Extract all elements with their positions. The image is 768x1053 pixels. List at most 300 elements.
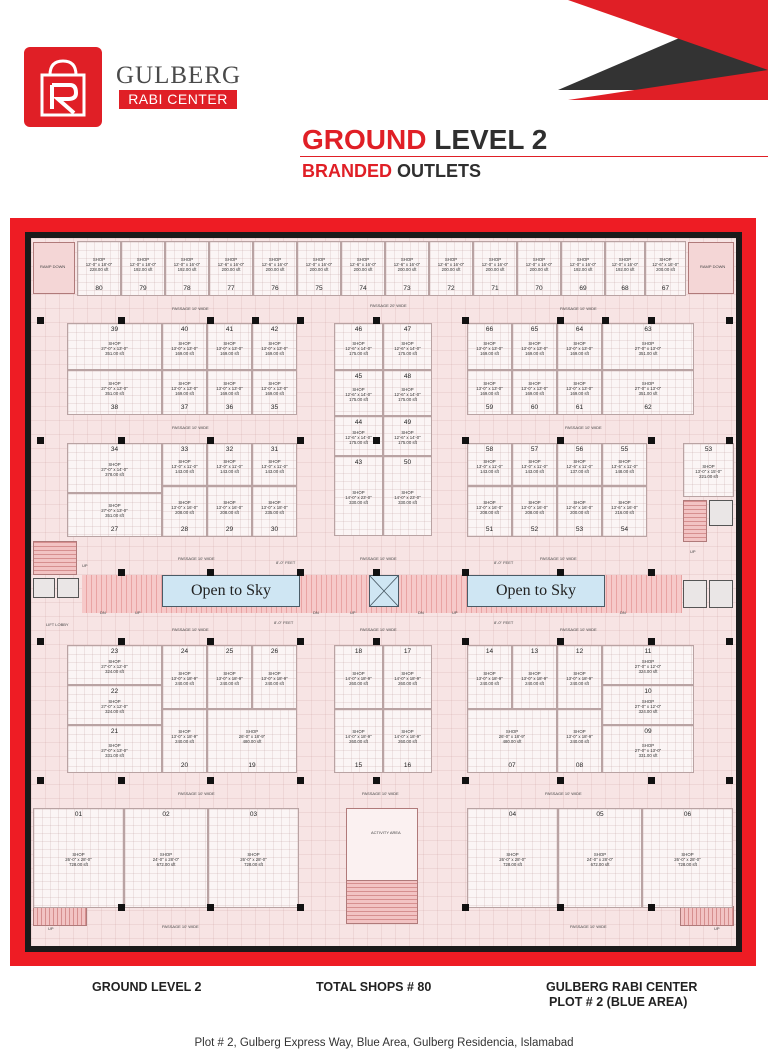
shop-label	[378, 341, 438, 356]
shop-dimensions: 27'-0" x 13'-0"	[101, 748, 128, 753]
shop-number: 34	[110, 446, 119, 453]
structural-column	[726, 638, 733, 645]
shop-area: 324.00 sft	[105, 669, 124, 674]
shop-type: SHOP	[108, 380, 121, 386]
title-rest: LEVEL 2	[426, 124, 548, 155]
shop-number: 67	[661, 285, 670, 292]
shop-type: SHOP	[532, 256, 546, 262]
shop-area: 324.00 sft	[638, 709, 658, 714]
shop-dimensions: 13'-0" x 16'-0"	[476, 504, 503, 510]
shop-number: 28	[180, 526, 189, 533]
shop-number: 68	[621, 285, 629, 292]
shop-number: 55	[620, 446, 629, 453]
passage-label: PASSAGE 10' WIDE	[570, 924, 607, 929]
shop-area: 240.00 sft	[265, 681, 284, 686]
shop-area: 378.00 sft	[105, 472, 124, 477]
shop-area: 169.00 sft	[175, 350, 194, 356]
shop-type: SHOP	[401, 671, 414, 676]
structural-column	[37, 777, 44, 784]
lift-right-1	[683, 580, 707, 608]
shop-type: SHOP	[247, 852, 260, 857]
shop-type: SHOP	[159, 852, 173, 857]
up-label: UP	[48, 926, 54, 931]
shop-dimensions: 12'-0" x 18'-0"	[85, 261, 113, 267]
shop-dimensions: 12'-0" x 16'-0"	[305, 261, 333, 267]
shop-area: 260.00 sft	[349, 681, 368, 686]
shop-number: 12	[575, 648, 584, 655]
shop-type: SHOP	[401, 430, 414, 435]
shop-number: 41	[225, 326, 234, 333]
shop-type: SHOP	[223, 671, 236, 676]
shop-dimensions: 12'-6" x 14'-0"	[394, 392, 421, 397]
shop-dimensions: 12'-0" x 16'-0"	[611, 261, 639, 267]
shop-dimensions: 12'-6" x 16'-0"	[261, 261, 289, 267]
shop-area: 200.00 sft	[529, 266, 549, 272]
passage-label: 8'-0" FEET	[274, 620, 294, 625]
shop-label	[85, 503, 145, 518]
shop-number: 76	[271, 285, 279, 292]
shop-label	[550, 381, 610, 396]
shop-type: SHOP	[573, 499, 586, 505]
shop-type: SHOP	[108, 503, 121, 508]
passage-label: PASSAGE 10' WIDE	[565, 425, 602, 430]
shop-area: 200.00 sft	[221, 266, 241, 272]
shop-type: SHOP	[659, 256, 672, 262]
shop-number: 15	[354, 762, 363, 769]
page-title	[302, 124, 547, 156]
structural-column	[557, 569, 564, 576]
shop-type: SHOP	[444, 256, 458, 262]
shop-area: 672.00 sft	[156, 862, 176, 867]
shop-area: 200.00 sft	[656, 266, 675, 272]
passage-label: PASSAGE 10' WIDE	[172, 306, 209, 311]
structural-column	[648, 317, 655, 324]
structural-column	[648, 638, 655, 645]
shop-type: SHOP	[505, 729, 519, 734]
shop-label	[550, 729, 610, 744]
shop-type: SHOP	[618, 256, 632, 262]
shop-dimensions: 12'-6" x 16'-0"	[437, 261, 465, 267]
shop-label	[618, 341, 678, 356]
shop-label	[482, 729, 542, 744]
structural-column	[37, 437, 44, 444]
structural-column	[297, 317, 304, 324]
shop-dimensions: 13'-0" x 13'-0"	[521, 385, 548, 391]
shop-type: SHOP	[401, 729, 414, 734]
shop-area: 351.00 sft	[638, 350, 658, 356]
shop-number: 10	[644, 688, 652, 695]
shop-number: 25	[225, 648, 234, 655]
shop-label	[378, 729, 438, 744]
shop-dimensions: 13'-6" x 16'-0"	[611, 504, 638, 510]
shop-number: 58	[485, 446, 494, 453]
shopping-bag-icon	[24, 47, 102, 127]
shop-number: 14	[485, 648, 494, 655]
shop-dimensions: 13'-0" x 13'-0"	[261, 345, 288, 351]
shop-number: 06	[683, 811, 692, 818]
shop-dimensions: 14'-0" x 18'-9"	[394, 734, 421, 739]
structural-column	[297, 437, 304, 444]
passage-label: 8'-0" FEET	[494, 560, 514, 565]
structural-column	[207, 437, 214, 444]
page-subtitle	[302, 161, 481, 182]
shop-dimensions: 12'-6" x 16'-0"	[393, 261, 421, 267]
structural-column	[118, 317, 125, 324]
footer-plot: PLOT # 2 (BLUE AREA)	[549, 995, 688, 1009]
up-label: UP	[452, 610, 458, 615]
shop-area: 208.00 sft	[525, 509, 544, 515]
shop-dimensions: 12'-6" x 14'-0"	[345, 345, 372, 351]
structural-column	[726, 437, 733, 444]
shop-dimensions: 26'-0" x 28'-0"	[240, 857, 267, 862]
shop-dimensions: 13'-0" x 11'-0"	[171, 463, 198, 469]
shop-number: 74	[359, 285, 367, 292]
passage-label: PASSAGE 10' WIDE	[560, 627, 597, 632]
shop-area: 208.00 sft	[220, 509, 239, 515]
shop-number: 40	[180, 326, 189, 333]
shop-label	[85, 699, 145, 714]
shop-dimensions: 13'-0" x 18'-9"	[216, 676, 243, 681]
shop-label	[245, 381, 305, 396]
structural-column	[557, 777, 564, 784]
structural-column	[207, 777, 214, 784]
shop-number: 20	[180, 762, 189, 769]
shop-type: SHOP	[573, 340, 586, 346]
shop-dimensions: 27'-0" x 12'-0"	[634, 704, 662, 709]
shop-dimensions: 13'-0" x 11'-0"	[476, 463, 503, 469]
passage-label: PASSAGE 10' WIDE	[545, 791, 582, 796]
shop-label	[49, 852, 109, 867]
shop-area: 192.00 sft	[573, 266, 593, 272]
structural-column	[118, 569, 125, 576]
shop-number: 44	[354, 419, 363, 426]
shop-type: SHOP	[573, 458, 586, 464]
shop-type: SHOP	[528, 340, 541, 346]
shop-label	[136, 852, 196, 867]
shop-number: 21	[110, 728, 119, 735]
shop-type: SHOP	[178, 499, 191, 505]
shop-dimensions: 13'-0" x 18'-9"	[476, 676, 503, 681]
footer-total-shops: TOTAL SHOPS # 80	[316, 980, 432, 994]
shop-number: 59	[485, 404, 494, 411]
shop-label	[618, 659, 678, 674]
shop-number: 03	[249, 811, 258, 818]
shop-type: SHOP	[178, 458, 191, 464]
shop-number: 36	[225, 404, 234, 411]
shop-type: SHOP	[483, 380, 496, 386]
shop-area: 331.00 sft	[638, 753, 658, 758]
shop-type: SHOP	[178, 380, 191, 386]
shop-area: 728.00 sft	[678, 862, 697, 867]
shop-type: SHOP	[641, 340, 655, 346]
shop-type: SHOP	[268, 499, 281, 505]
ramp-down-right-label: RAMP DOWN	[700, 264, 726, 269]
shop-number: 79	[139, 285, 147, 292]
shop-number: 30	[270, 526, 279, 533]
shop-dimensions: 14'-0" x 23'-0"	[394, 495, 421, 500]
shop-number: 42	[270, 326, 279, 333]
shop-label	[618, 699, 678, 714]
shop-label	[378, 671, 438, 686]
open-to-sky-right: Open to Sky	[467, 575, 605, 607]
shop-area: 143.00 sft	[220, 468, 239, 474]
shop-area: 175.00 sft	[398, 440, 417, 445]
shop-dimensions: 12'-6" x 11'-0"	[566, 463, 593, 469]
shop-type: SHOP	[108, 659, 121, 664]
shop-area: 324.00 sft	[105, 709, 124, 714]
shop-type: SHOP	[92, 256, 106, 262]
shop-dimensions: 13'-0" x 15'-0"	[695, 469, 722, 474]
up-label: UP	[135, 610, 141, 615]
shop-dimensions: 13'-0" x 13'-0"	[171, 345, 198, 351]
structural-column	[207, 638, 214, 645]
shop-area: 175.00 sft	[349, 397, 368, 402]
shop-label	[679, 464, 739, 479]
dn-label: DN	[100, 610, 106, 615]
structural-column	[726, 777, 733, 784]
shop-label	[85, 659, 145, 674]
shop-type: SHOP	[312, 256, 326, 262]
structural-column	[373, 569, 380, 576]
shop-type: SHOP	[401, 490, 414, 495]
shop-dimensions: 14'-0" x 18'-9"	[345, 734, 372, 739]
passage-label: PASSAGE 10' WIDE	[172, 627, 209, 632]
shop-label	[550, 341, 610, 356]
stair-left	[33, 541, 77, 575]
shop-number: 19	[248, 762, 256, 769]
shop-area: 208.00 sft	[175, 509, 194, 515]
structural-column	[602, 317, 609, 324]
shop-label	[636, 257, 696, 272]
shop-type: SHOP	[681, 852, 694, 857]
shop-number: 17	[403, 648, 412, 655]
ramp-down-left-label: RAMP DOWN	[40, 264, 66, 269]
shop-area: 228.00 sft	[89, 266, 109, 272]
subtitle-red: BRANDED	[302, 161, 392, 181]
structural-column	[462, 638, 469, 645]
shop-area: 216.00 sft	[615, 509, 634, 515]
shop-type: SHOP	[528, 380, 541, 386]
shop-number: 48	[403, 373, 412, 380]
shop-number: 07	[508, 762, 516, 769]
activity-stairs	[346, 880, 418, 924]
structural-column	[462, 569, 469, 576]
shop-dimensions: 13'-0" x 11'-0"	[216, 463, 243, 469]
lift-left-1	[33, 578, 55, 598]
structural-column	[462, 317, 469, 324]
shop-label	[618, 743, 678, 758]
shop-area: 169.00 sft	[525, 390, 544, 396]
shop-dimensions: 14'-0" x 18'-9"	[345, 676, 372, 681]
shop-dimensions: 27'-0" x 13'-0"	[101, 508, 128, 513]
shop-dimensions: 13'-0" x 18'-9"	[566, 734, 593, 739]
shop-number: 04	[508, 811, 517, 818]
shop-label	[595, 500, 655, 515]
shop-type: SHOP	[352, 387, 365, 392]
shop-type: SHOP	[573, 729, 586, 734]
shop-number: 73	[403, 285, 411, 292]
shop-number: 63	[644, 326, 652, 333]
shop-area: 143.00 sft	[525, 468, 544, 474]
shop-area: 728.00 sft	[503, 862, 522, 867]
shop-type: SHOP	[268, 380, 281, 386]
shop-dimensions: 12'-0" x 16'-0"	[481, 261, 509, 267]
shop-type: SHOP	[178, 729, 191, 734]
shop-area: 330.00 sft	[398, 500, 417, 505]
shop-number: 38	[110, 404, 119, 411]
shop-number: 11	[644, 648, 652, 655]
shop-type: SHOP	[108, 462, 121, 467]
structural-column	[207, 904, 214, 911]
stair-bottom-left	[33, 906, 87, 926]
shop-dimensions: 12'-6" x 14'-0"	[345, 392, 372, 397]
shop-dimensions: 27'-0" x 12'-0"	[634, 664, 662, 669]
shop-label	[658, 852, 718, 867]
shop-type: SHOP	[180, 256, 194, 262]
shop-area: 175.00 sft	[398, 350, 417, 356]
structural-column	[373, 777, 380, 784]
shop-dimensions: 12'-0" x 16'-0"	[525, 261, 553, 267]
shop-label	[85, 341, 145, 356]
corner-red-top	[568, 70, 768, 100]
shop-number: 53	[704, 446, 713, 453]
shop-area: 260.00 sft	[398, 681, 417, 686]
shop-type: SHOP	[641, 699, 655, 704]
shop-dimensions: 13'-0" x 16'-0"	[521, 504, 548, 510]
shop-area: 192.00 sft	[133, 266, 153, 272]
shop-dimensions: 13'-0" x 11'-0"	[261, 463, 288, 469]
shop-dimensions: 27'-0" x 13'-0"	[101, 385, 128, 391]
shop-dimensions: 26'-0" x 28'-0"	[499, 857, 526, 862]
shop-dimensions: 12'-0" x 16'-0"	[173, 261, 201, 267]
structural-column	[207, 569, 214, 576]
shop-dimensions: 13'-0" x 18'-9"	[521, 676, 548, 681]
shop-number: 43	[354, 459, 363, 466]
shop-type: SHOP	[178, 340, 191, 346]
shop-dimensions: 13'-0" x 18'-9"	[171, 676, 198, 681]
activity-area-label: ACTIVITY AREA	[371, 830, 401, 835]
passage-label: PASSAGE 10' WIDE	[178, 556, 215, 561]
passage-label: PASSAGE 10' WIDE	[162, 924, 199, 929]
shop-type: SHOP	[593, 852, 607, 857]
structural-column	[118, 777, 125, 784]
lift-right-2	[709, 580, 733, 608]
shop-dimensions: 27'-0" x 13'-0"	[634, 345, 662, 351]
shop-type: SHOP	[618, 458, 631, 464]
shop-type: SHOP	[178, 671, 191, 676]
footer-address: Plot # 2, Gulberg Express Way, Blue Area, Gulberg Residencia, Islamabad	[194, 1037, 574, 1049]
passage-label: 8'-0" FEET	[494, 620, 514, 625]
structural-column	[557, 638, 564, 645]
shop-type: SHOP	[223, 340, 236, 346]
shop-number: 26	[270, 648, 279, 655]
shop-dimensions: 27'-0" x 12'-0"	[101, 704, 128, 709]
shop-dimensions: 12'-6" x 16'-0"	[217, 261, 245, 267]
shop-area: 351.00 sft	[105, 513, 124, 518]
shop-dimensions: 13'-0" x 13'-0"	[261, 385, 288, 391]
stair-right	[683, 500, 707, 542]
shop-number: 57	[530, 446, 539, 453]
shop-area: 200.00 sft	[570, 509, 589, 515]
shop-number: 56	[575, 446, 584, 453]
shop-dimensions: 13'-0" x 13'-0"	[476, 385, 503, 391]
shop-number: 27	[110, 526, 119, 533]
shop-dimensions: 13'-0" x 13'-0"	[521, 345, 548, 351]
structural-column	[118, 904, 125, 911]
shop-dimensions: 13'-0" x 13'-0"	[171, 385, 198, 391]
structural-column	[557, 437, 564, 444]
shop-area: 200.00 sft	[265, 266, 285, 272]
footer-level: GROUND LEVEL 2	[92, 980, 202, 994]
shop-area: 240.00 sft	[480, 681, 499, 686]
lift-left-2	[57, 578, 79, 598]
structural-column	[462, 904, 469, 911]
shop-type: SHOP	[576, 256, 590, 262]
passage-label: PASSAGE 10' WIDE	[172, 425, 209, 430]
shop-dimensions: 12'-0" x 16'-0"	[569, 261, 597, 267]
shop-dimensions: 27'-0" x 12'-0"	[101, 664, 128, 669]
structural-column	[207, 317, 214, 324]
passage-label: PASSAGE 10' WIDE	[362, 791, 399, 796]
shop-area: 240.00 sft	[175, 739, 194, 744]
shop-number: 64	[575, 326, 584, 333]
shop-type: SHOP	[245, 729, 259, 734]
structural-column	[297, 904, 304, 911]
shop-label	[378, 430, 438, 445]
shop-dimensions: 14'-0" x 23'-0"	[345, 495, 372, 500]
shop-dimensions: 14'-0" x 18'-9"	[394, 676, 421, 681]
shop-dimensions: 26'-0" x 28'-0"	[65, 857, 92, 862]
dn-label: DN	[313, 610, 319, 615]
structural-column	[297, 638, 304, 645]
shop-dimensions: 13'-0" x 18'-9"	[171, 734, 198, 739]
shop-type: SHOP	[268, 458, 281, 464]
shop-area: 200.00 sft	[353, 266, 373, 272]
structural-column	[252, 317, 259, 324]
title-red: GROUND	[302, 124, 427, 155]
shop-number: 66	[485, 326, 494, 333]
shop-type: SHOP	[641, 380, 655, 386]
shop-number: 60	[530, 404, 539, 411]
shop-area: 169.00 sft	[480, 390, 499, 396]
shop-area: 169.00 sft	[570, 350, 589, 356]
shop-type: SHOP	[108, 699, 121, 704]
dn-label: DN	[620, 610, 626, 615]
shop-type: SHOP	[528, 499, 541, 505]
shop-type: SHOP	[400, 256, 414, 262]
shop-type: SHOP	[223, 380, 236, 386]
shop-area: 200.00 sft	[441, 266, 461, 272]
shop-dimensions: 13'-0" x 18'-9"	[261, 676, 288, 681]
structural-column	[373, 638, 380, 645]
shop-type: SHOP	[72, 852, 85, 857]
shop-area: 260.00 sft	[398, 739, 417, 744]
shop-number: 18	[354, 648, 363, 655]
shop-area: 260.00 sft	[349, 739, 368, 744]
shop-area: 728.00 sft	[244, 862, 263, 867]
shop-number: 52	[530, 526, 539, 533]
shop-number: 39	[110, 326, 119, 333]
shop-dimensions: 27'-0" x 13'-0"	[634, 748, 662, 753]
shop-label	[245, 671, 305, 686]
shop-area: 192.00 sft	[615, 266, 635, 272]
shop-dimensions: 12'-6" x 16'-0"	[652, 261, 679, 267]
footer-project: GULBERG RABI CENTER	[546, 980, 698, 994]
shop-dimensions: 12'-6" x 16'-0"	[349, 261, 377, 267]
shop-type: SHOP	[352, 490, 365, 495]
shop-number: 02	[162, 811, 170, 818]
shop-area: 480.00 sft	[242, 739, 262, 744]
